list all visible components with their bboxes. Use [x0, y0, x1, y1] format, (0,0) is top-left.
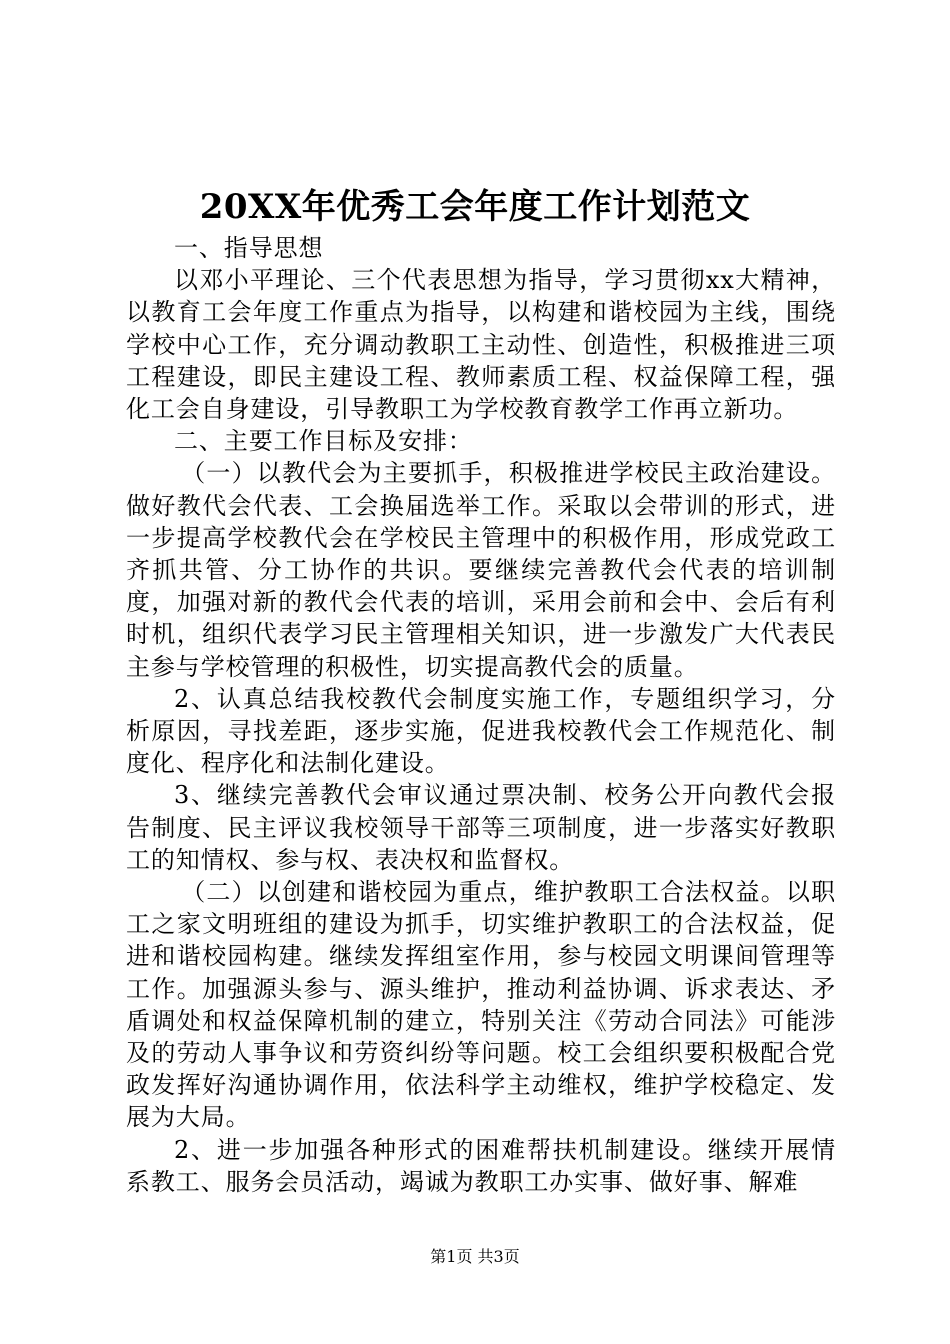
paragraph-subsection-1: （一）以教代会为主要抓手，积极推进学校民主政治建设。做好教代会代表、工会换届选举工作。采取以会带训的形式，进一步提高学校教代会在学校民主管理中的积极作用，形成党政工齐抓共管、分工协作的共识。要继续完善教代会代表的培训制度，加强对新的教代会代表的培训，采用会前和会中、会后有利时机，组织代表学习民主管理相关知识，进一步激发广大代表民主参与学校管理的积极性，切实提高教代会的质量。: [126, 459, 836, 681]
paragraph-item-3: 3、继续完善教代会审议通过票决制、校务公开向教代会报告制度、民主评议我校领导干部等三项制度，进一步落实好教职工的知情权、参与权、表决权和监督权。: [126, 781, 836, 874]
section-heading-main-goals: 二、主要工作目标及安排：: [174, 427, 473, 456]
document-body: [126, 232, 836, 1198]
section-heading-guiding-thought: 一、指导思想: [174, 234, 324, 262]
paragraph-item-2: 2、认真总结我校教代会制度实施工作，专题组织学习，分析原因，寻找差距，逐步实施，促进我校教代会工作规范化、制度化、程序化和法制化建设。: [126, 684, 836, 778]
page-footer: 第1页 共3页: [430, 1247, 520, 1266]
document-title: 20XX年优秀工会年度工作计划范文: [199, 187, 751, 227]
paragraph-item-2b: 2、进一步加强各种形式的困难帮扶机制建设。继续开展情系教工、服务会员活动，竭诚为教职工办实事、做好事、解难: [126, 1135, 836, 1196]
paragraph-subsection-2: （二）以创建和谐校园为重点，维护教职工合法权益。以职工之家文明班组的建设为抓手，切实维护教职工的合法权益，促进和谐校园构建。继续发挥组室作用，参与校园文明课间管理等工作。加强源头参与、源头维护，推动利益协调、诉求表达、矛盾调处和权益保障机制的建立，特别关注《劳动合同法》可能涉及的劳动人事争议和劳资纠纷等问题。校工会组织要积极配合党政发挥好沟通协调作用，依法科学主动维权，维护学校稳定、发展为大局。: [126, 878, 836, 1132]
paragraph-guiding-thought: 以邓小平理论、三个代表思想为指导，学习贯彻xx大精神，以教育工会年度工作重点为指导，以构建和谐校园为主线，围绕学校中心工作，充分调动教职工主动性、创造性，积极推进三项工程建设，即民主建设工程、教师素质工程、权益保障工程，强化工会自身建设，引导教职工为学校教育教学工作再立新功。: [126, 266, 836, 424]
